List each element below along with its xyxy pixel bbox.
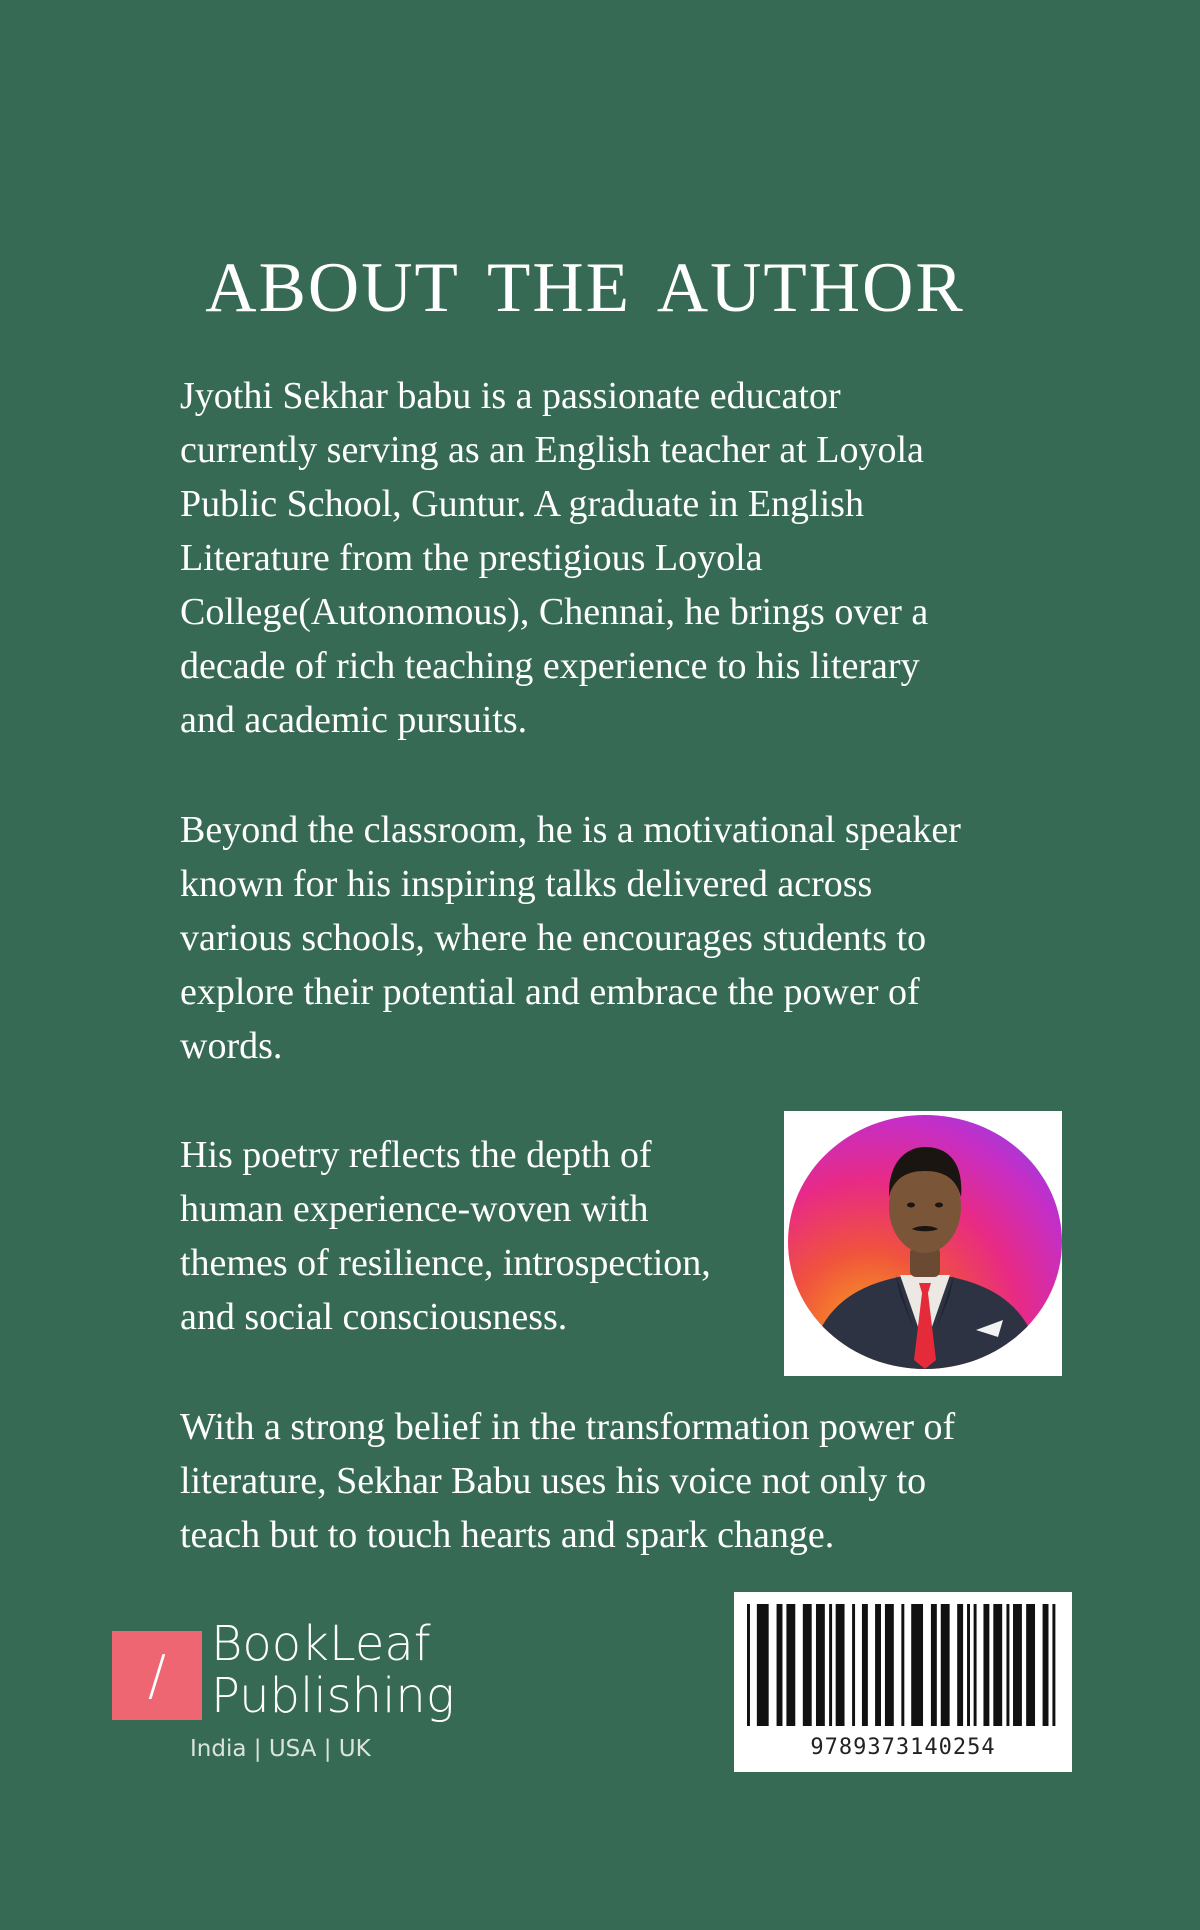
barcode-bar	[911, 1604, 923, 1726]
barcode-bar	[816, 1604, 825, 1726]
barcode-bar	[967, 1604, 970, 1726]
barcode-bars	[734, 1592, 1072, 1732]
barcode-bar	[1052, 1604, 1055, 1726]
barcode-bar	[875, 1604, 881, 1726]
bio-paragraph-4: With a strong belief in the transformation power of literature, Sekhar Babu uses his voice not only to teach but to touch hearts and spark change.	[180, 1406, 956, 1556]
barcode-bar	[829, 1604, 832, 1726]
barcode-bar	[931, 1604, 937, 1726]
barcode-bar	[862, 1604, 868, 1726]
barcode-bar	[747, 1604, 750, 1726]
barcode-bar	[901, 1604, 904, 1726]
bio-paragraph-1: Jyothi Sekhar babu is a passionate educator currently serving as an English teacher at Loyola Public School, Guntur. A graduate in English Literature from the prestigious Loyola College(Autonomous), Chennai, he brings over a decade of rich teaching experience to his literary and academic pursuits.	[180, 375, 929, 741]
barcode-bar	[852, 1604, 855, 1726]
barcode-bar	[836, 1604, 845, 1726]
barcode-bar	[757, 1604, 769, 1726]
publisher-name-line1: BookLeaf	[211, 1616, 431, 1672]
isbn-number: 9789373140254	[810, 1735, 996, 1760]
barcode-bar	[885, 1604, 894, 1726]
barcode-bar	[786, 1604, 795, 1726]
page-title: ABOUT THE AUTHOR	[205, 249, 965, 327]
barcode-bar	[993, 1604, 1002, 1726]
author-portrait-icon	[788, 1115, 1062, 1369]
barcode-bar	[777, 1604, 783, 1726]
barcode-bar	[941, 1604, 950, 1726]
barcode-bar	[983, 1604, 989, 1726]
barcode-bar	[957, 1604, 963, 1726]
barcode-bar	[803, 1604, 812, 1726]
publisher-name-line2: Publishing	[211, 1668, 455, 1724]
bio-paragraph-3: His poetry reflects the depth of human experience-woven with themes of resilience, introspection, and social consciousness.	[180, 1134, 711, 1338]
isbn-barcode	[734, 1592, 1072, 1772]
publisher-logo-mark	[112, 1631, 202, 1720]
slash-icon: /	[147, 1644, 167, 1707]
barcode-bar	[1013, 1604, 1022, 1726]
barcode-bar	[1026, 1604, 1035, 1726]
author-photo	[784, 1111, 1062, 1376]
publisher-name	[211, 1618, 455, 1722]
barcode-bar	[974, 1604, 977, 1726]
bio-paragraph-2: Beyond the classroom, he is a motivational speaker known for his inspiring talks delivered across various schools, where he encourages students to explore their potential and embrace the power of words.	[180, 809, 961, 1067]
publisher-regions: India | USA | UK	[190, 1736, 371, 1762]
publisher-logo	[112, 1616, 455, 1762]
barcode-bar	[1043, 1604, 1049, 1726]
barcode-bar	[1006, 1604, 1009, 1726]
